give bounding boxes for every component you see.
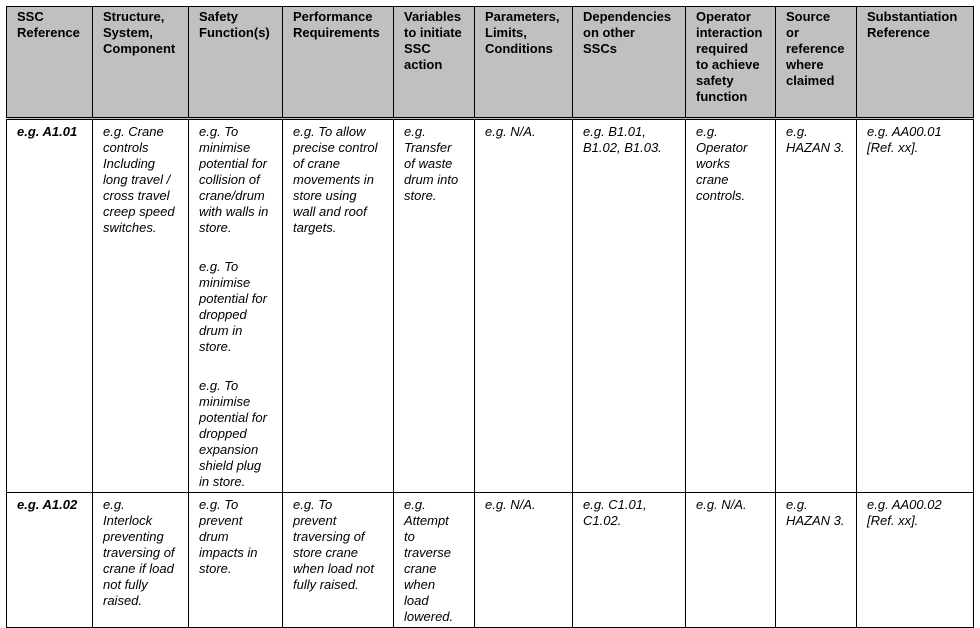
cell-text-line: e.g. To (199, 497, 239, 512)
cell-text-line: of waste (404, 156, 453, 171)
cell-text-line: prevent (293, 513, 337, 528)
safety-functions-cell (189, 493, 283, 628)
cell-text-line: e.g. A1.02 (17, 497, 78, 512)
cell-text-line: HAZAN 3. (786, 140, 845, 155)
operator-cell (686, 119, 776, 493)
cell-text-line: minimise (199, 140, 251, 155)
cell-text-line: Requirements (293, 25, 380, 40)
dependencies-cell (573, 119, 686, 493)
cell-text-line: store. (199, 220, 232, 235)
cell-text-line: minimise (199, 394, 251, 409)
safety-functions-cell (189, 119, 283, 493)
cell-text-line: e.g. (786, 497, 808, 512)
substantiation-cell (857, 119, 974, 493)
cell-text-line: Interlock (103, 513, 153, 528)
cell-text-line: C1.02. (583, 513, 622, 528)
cell-text-line: long travel / (103, 172, 171, 187)
cell-text-line: e.g. AA00.01 (867, 124, 942, 139)
cell-text-line: e.g. N/A. (696, 497, 747, 512)
safety-function-paragraph (199, 124, 277, 236)
cell-text-line: Parameters, (485, 9, 560, 24)
performance-cell (283, 493, 394, 628)
column-header-variables-to-initiate (394, 7, 475, 119)
cell-text-line: e.g. N/A. (485, 124, 536, 139)
cell-text-line: wall and roof (293, 204, 367, 219)
cell-text-line: interaction (696, 25, 763, 40)
cell-text-line: movements in (293, 172, 374, 187)
cell-text-line: store crane (293, 545, 359, 560)
cell-text-line: SSC (404, 41, 431, 56)
cell-text-line: or (786, 25, 799, 40)
cell-text-line: Limits, (485, 25, 527, 40)
cell-text-line: to achieve (696, 57, 760, 72)
cell-text-line: where (786, 57, 824, 72)
cell-text-line: Conditions (485, 41, 553, 56)
cell-text-line: e.g. (696, 124, 718, 139)
cell-text-line: cross travel (103, 188, 170, 203)
cell-text-line: store. (199, 561, 232, 576)
column-header-operator-interaction (686, 7, 776, 119)
cell-text-line: works (696, 156, 730, 171)
cell-text-line: Operator (696, 9, 751, 24)
source-cell (776, 119, 857, 493)
cell-text-line: load (404, 593, 429, 608)
safety-function-paragraph (199, 378, 277, 490)
cell-text-line: targets. (293, 220, 337, 235)
cell-text-line: switches. (103, 220, 157, 235)
cell-text-line: shield plug (199, 458, 262, 473)
cell-text-line: e.g. To (293, 497, 333, 512)
cell-text-line: SSC (17, 9, 44, 24)
performance-cell (283, 119, 394, 493)
cell-text-line: drum in (199, 323, 243, 338)
cell-text-line: [Ref. xx]. (867, 513, 919, 528)
cell-text-line: e.g. (786, 124, 808, 139)
cell-text-line: Component (103, 41, 176, 56)
column-header-ssc-reference (7, 7, 93, 119)
cell-text-line: minimise (199, 275, 251, 290)
cell-text-line: when (404, 577, 436, 592)
component-cell (93, 493, 189, 628)
ssc-reference-cell (7, 493, 93, 628)
cell-text-line: reference (786, 41, 845, 56)
cell-text-line: Variables (404, 9, 462, 24)
variables-cell (394, 119, 475, 493)
cell-text-line: of crane (293, 156, 340, 171)
safety-function-paragraph (199, 259, 277, 355)
column-header-substantiation-reference (857, 7, 974, 119)
cell-text-line: crane (404, 561, 437, 576)
cell-text-line: fully raised. (293, 577, 359, 592)
column-header-source-or-reference (776, 7, 857, 119)
cell-text-line: store using (293, 188, 357, 203)
cell-text-line: Transfer (404, 140, 452, 155)
parameters-cell (475, 119, 573, 493)
cell-text-line: Reference (867, 25, 930, 40)
cell-text-line: expansion (199, 442, 259, 457)
variables-cell (394, 493, 475, 628)
cell-text-line: traverse (404, 545, 451, 560)
dependencies-cell (573, 493, 686, 628)
ssc-table (6, 6, 974, 628)
substantiation-cell (857, 493, 974, 628)
cell-text-line: Including (103, 156, 156, 171)
cell-text-line: on other (583, 25, 635, 40)
cell-text-line: dropped (199, 426, 247, 441)
cell-text-line: Safety (199, 9, 239, 24)
cell-text-line: e.g. To (199, 259, 239, 274)
cell-text-line: crane (696, 172, 729, 187)
cell-text-line: lowered. (404, 609, 454, 624)
cell-text-line: Reference (17, 25, 80, 40)
cell-text-line: Source (786, 9, 831, 24)
cell-text-line: Attempt (404, 513, 449, 528)
column-header-performance-requirements (283, 7, 394, 119)
table-row (7, 119, 974, 493)
cell-text-line: action (404, 57, 443, 72)
cell-text-line: HAZAN 3. (786, 513, 845, 528)
cell-text-line: impacts in (199, 545, 258, 560)
safety-function-paragraph (199, 497, 277, 577)
cell-text-line: Structure, (103, 9, 165, 24)
cell-text-line: controls. (696, 188, 746, 203)
cell-text-line: required (696, 41, 749, 56)
component-cell (93, 119, 189, 493)
cell-text-line: potential for (199, 156, 267, 171)
cell-text-line: traversing of (293, 529, 365, 544)
cell-text-line: B1.02, B1.03. (583, 140, 662, 155)
header-row (7, 7, 974, 119)
cell-text-line: traversing of (103, 545, 175, 560)
cell-text-line: preventing (103, 529, 164, 544)
source-cell (776, 493, 857, 628)
cell-text-line: SSCs (583, 41, 617, 56)
cell-text-line: in store. (199, 474, 246, 489)
cell-text-line: to (404, 529, 415, 544)
cell-text-line: Operator (696, 140, 748, 155)
cell-text-line: precise control (293, 140, 378, 155)
column-header-dependencies-on-other-sscs (573, 7, 686, 119)
cell-text-line: potential for (199, 291, 267, 306)
cell-text-line: e.g. N/A. (485, 497, 536, 512)
cell-text-line: crane if load (103, 561, 174, 576)
cell-text-line: e.g. A1.01 (17, 124, 78, 139)
cell-text-line: e.g. (103, 497, 125, 512)
column-header-safety-functions (189, 7, 283, 119)
cell-text-line: e.g. Crane (103, 124, 164, 139)
cell-text-line: store. (199, 339, 232, 354)
cell-text-line: potential for (199, 410, 267, 425)
cell-text-line: function (696, 89, 748, 104)
parameters-cell (475, 493, 573, 628)
cell-text-line: claimed (786, 73, 835, 88)
column-header-parameters-limits-conditions (475, 7, 573, 119)
cell-text-line: e.g. B1.01, (583, 124, 646, 139)
cell-text-line: e.g. To allow (293, 124, 366, 139)
cell-text-line: Performance (293, 9, 373, 24)
cell-text-line: Function(s) (199, 25, 270, 40)
operator-cell (686, 493, 776, 628)
cell-text-line: dropped (199, 307, 247, 322)
cell-text-line: collision of (199, 172, 260, 187)
cell-text-line: drum into (404, 172, 459, 187)
table-row (7, 493, 974, 628)
cell-text-line: Substantiation (867, 9, 958, 24)
cell-text-line: raised. (103, 593, 143, 608)
cell-text-line: with walls in (199, 204, 269, 219)
cell-text-line: not fully (103, 577, 148, 592)
cell-text-line: e.g. To (199, 378, 239, 393)
cell-text-line: System, (103, 25, 153, 40)
cell-text-line: when load not (293, 561, 374, 576)
cell-text-line: safety (696, 73, 734, 88)
cell-text-line: creep speed (103, 204, 175, 219)
cell-text-line: to initiate (404, 25, 462, 40)
cell-text-line: drum (199, 529, 229, 544)
cell-text-line: e.g. C1.01, (583, 497, 647, 512)
ssc-reference-cell (7, 119, 93, 493)
cell-text-line: store. (404, 188, 437, 203)
column-header-structure-system-component (93, 7, 189, 119)
cell-text-line: Dependencies (583, 9, 672, 24)
cell-text-line: [Ref. xx]. (867, 140, 919, 155)
cell-text-line: e.g. (404, 497, 426, 512)
cell-text-line: prevent (199, 513, 243, 528)
cell-text-line: e.g. (404, 124, 426, 139)
cell-text-line: controls (103, 140, 149, 155)
cell-text-line: crane/drum (199, 188, 265, 203)
cell-text-line: e.g. To (199, 124, 239, 139)
cell-text-line: e.g. AA00.02 (867, 497, 942, 512)
